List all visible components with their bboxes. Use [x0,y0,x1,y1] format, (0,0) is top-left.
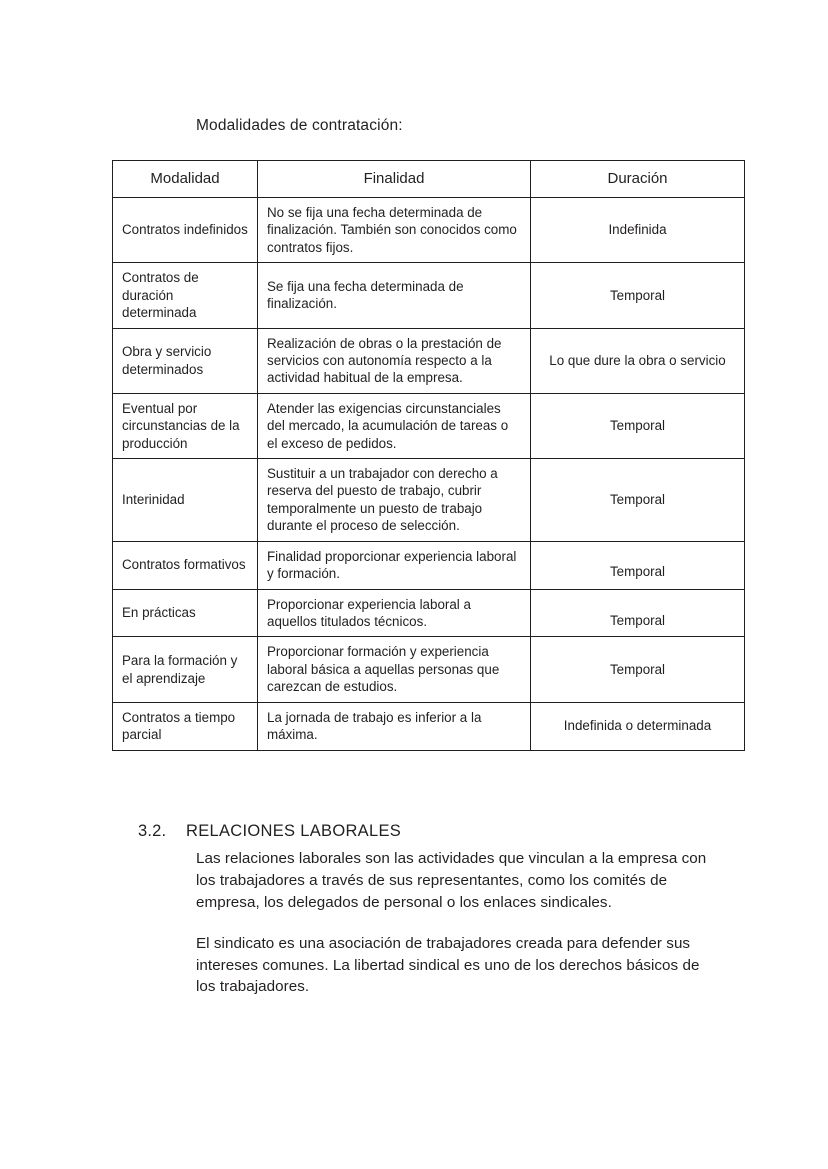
paragraph: Las relaciones laborales son las actividades que vinculan a la empresa con los trabajadores a través de sus representantes, como los comités de empresa, los delegados de personal o los enlaces sindicales. [196,850,707,911]
section-heading [0,822,828,848]
section-body [0,848,716,998]
section-title: RELACIONES LABORALES [186,822,402,840]
cell-finalidad: Sustituir a un trabajador con derecho a reserva del puesto de trabajo, cubrir temporalmente un puesto de trabajo durante el proceso de selección. [258,459,531,542]
table-row [113,541,745,589]
table-row [113,637,745,702]
table-header-row [113,161,745,198]
cell-duracion: Temporal [531,263,745,328]
cell-modalidad: Contratos a tiempo parcial [113,702,258,750]
cell-duracion: Lo que dure la obra o servicio [531,328,745,393]
cell-finalidad: Proporcionar formación y experiencia laboral básica a aquellas personas que carezcan de estudios. [258,637,531,702]
cell-duracion: Temporal [531,393,745,458]
cell-duracion: Temporal [531,541,745,589]
column-header-duracion: Duración [531,161,745,198]
column-header-modalidad: Modalidad [113,161,258,198]
cell-modalidad: Contratos de duración determinada [113,263,258,328]
table-row [113,393,745,458]
cell-modalidad: En prácticas [113,589,258,637]
cell-duracion: Indefinida [531,198,745,263]
cell-finalidad: Se fija una fecha determinada de finalización. [258,263,531,328]
table-row [113,459,745,542]
contract-modalities-table [112,160,745,751]
cell-finalidad: Finalidad proporcionar experiencia laboral y formación. [258,541,531,589]
cell-modalidad: Contratos indefinidos [113,198,258,263]
cell-modalidad: Contratos formativos [113,541,258,589]
table-row [113,328,745,393]
cell-modalidad: Interinidad [113,459,258,542]
cell-duracion: Temporal [531,589,745,637]
cell-finalidad: No se fija una fecha determinada de finalización. También son conocidos como contratos fijos. [258,198,531,263]
cell-finalidad: La jornada de trabajo es inferior a la máxima. [258,702,531,750]
column-header-finalidad: Finalidad [258,161,531,198]
cell-modalidad: Para la formación y el aprendizaje [113,637,258,702]
table-row [113,702,745,750]
table-row [113,263,745,328]
table-row [113,589,745,637]
cell-modalidad: Eventual por circunstancias de la producción [113,393,258,458]
cell-duracion: Temporal [531,459,745,542]
paragraph: El sindicato es una asociación de trabajadores creada para defender sus intereses comunes. La libertad sindical es uno de los derechos básicos de los trabajadores. [196,934,700,996]
cell-duracion: Temporal [531,637,745,702]
section-number: 3.2. [138,822,167,840]
cell-duracion: Indefinida o determinada [531,702,745,750]
table-header [113,161,745,198]
table-caption: Modalidades de contratación: [196,117,403,134]
table-row [113,198,745,263]
cell-finalidad: Atender las exigencias circunstanciales del mercado, la acumulación de tareas o el exceso de pedidos. [258,393,531,458]
table-body [113,198,745,751]
section-relaciones-laborales [0,822,828,998]
cell-finalidad: Proporcionar experiencia laboral a aquellos titulados técnicos. [258,589,531,637]
cell-finalidad: Realización de obras o la prestación de servicios con autonomía respecto a la actividad habitual de la empresa. [258,328,531,393]
cell-modalidad: Obra y servicio determinados [113,328,258,393]
